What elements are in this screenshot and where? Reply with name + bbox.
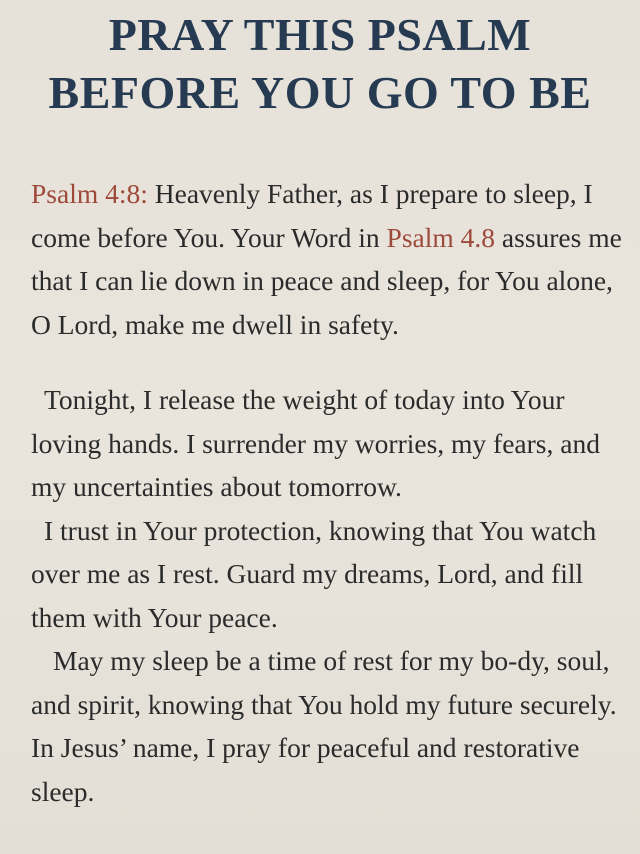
- paragraph-release: Tonight, I release the weight of today into Your loving hands. I surrender my worries, my fears, and my uncertainties about tomorrow.: [31, 384, 600, 502]
- intro-text-2: assures me that I can lie down in peace and sleep, for You alone, O Lord, make me dwell in safety.: [31, 221, 622, 340]
- paragraph-rest: May my sleep be a time of rest for my bo-dy, soul, and spirit, knowing that You hold my future securely. In Jesus’ name, I pray for peaceful and restorative sleep.: [31, 645, 617, 807]
- title-line-2: BEFORE YOU GO TO BE: [48, 67, 592, 118]
- paragraph-trust: I trust in Your protection, knowing that You watch over me as I rest. Guard my dreams, Lord, and fill them with Your peace.: [31, 514, 597, 633]
- title-line-1: PRAY THIS PSALM: [108, 9, 532, 60]
- paragraph-intro: [31, 172, 636, 346]
- scripture-reference-2: Psalm 4.8: [386, 221, 496, 253]
- page-title: [0, 6, 640, 122]
- prayer-body: [31, 172, 636, 813]
- intro-text-1: Heavenly Father, as I prepare to sleep, I come before You. Your Word in: [31, 178, 593, 253]
- scripture-reference-1: Psalm 4:8:: [31, 178, 148, 209]
